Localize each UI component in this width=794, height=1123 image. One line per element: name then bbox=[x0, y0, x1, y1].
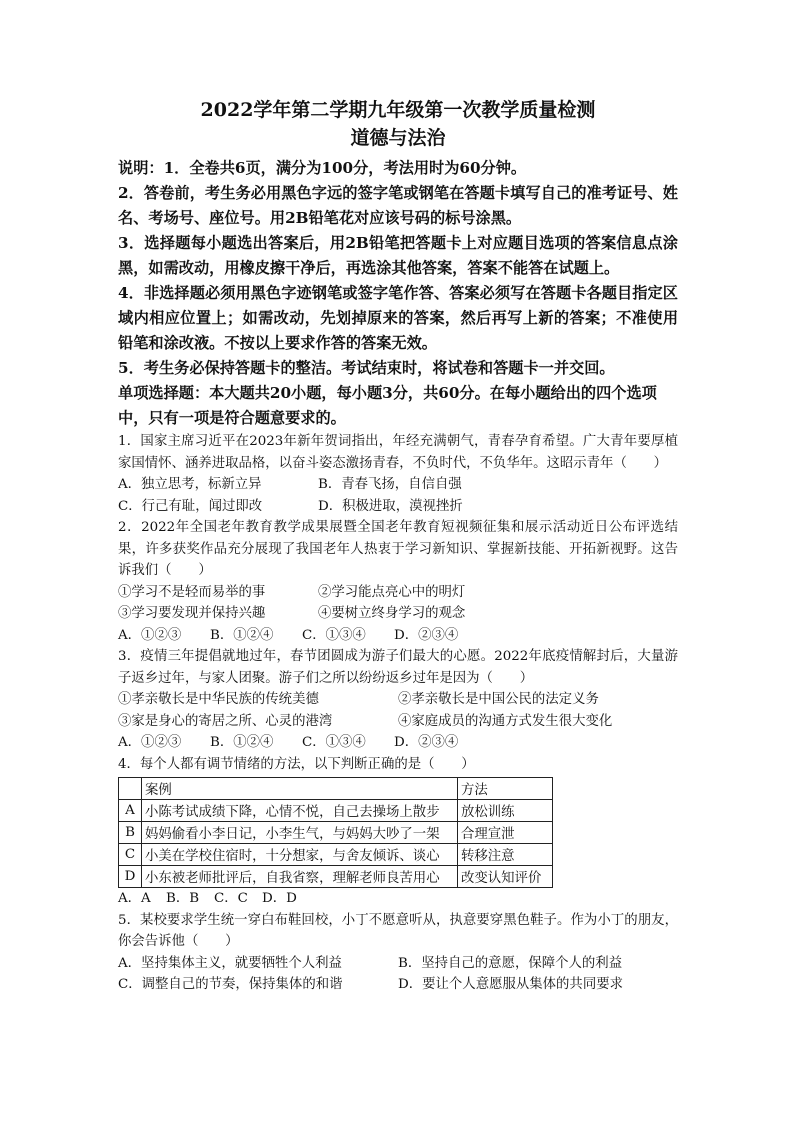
statement-row bbox=[118, 711, 678, 733]
statement-3: ③学习要发现并保持兴趣 bbox=[118, 606, 266, 621]
table-cell-method: 合理宣泄 bbox=[458, 822, 553, 844]
table-cell-method: 转移注意 bbox=[458, 844, 553, 866]
instructions bbox=[118, 156, 678, 381]
question-1 bbox=[118, 431, 678, 517]
option-c: C．C bbox=[214, 891, 248, 906]
statement-row bbox=[118, 582, 678, 604]
table-row bbox=[119, 866, 553, 888]
exam-page bbox=[118, 98, 678, 996]
table-row bbox=[119, 800, 553, 822]
option-d: D．积极进取，漠视挫折 bbox=[318, 498, 463, 514]
option-row bbox=[118, 974, 678, 996]
statement-2: ②孝亲敬长是中国公民的法定义务 bbox=[398, 692, 599, 707]
option-a: A．①②③ bbox=[118, 627, 182, 643]
option-c: C．调整自己的节奏，保持集体的和谐 bbox=[118, 977, 343, 992]
table-header-cell: 方法 bbox=[458, 778, 553, 800]
question-stem: 5．某校要求学生统一穿白布鞋回校，小丁不愿意听从，执意要穿黑色鞋子。作为小丁的朋友，你会告诉他（ ） bbox=[118, 912, 678, 949]
option-row bbox=[118, 888, 678, 910]
table-row bbox=[119, 844, 553, 866]
option-b: B．坚持自己的意愿，保障个人的利益 bbox=[398, 955, 623, 971]
option-a: A．A bbox=[118, 891, 151, 906]
table-cell-key: A bbox=[119, 800, 142, 822]
instruction-2: 2．答卷前，考生务必用黑色字远的签字笔或钢笔在答题卡填写自己的准考证号、姓名、考场号、座位号。用2B铅笔花对应该号码的标号涂黑。 bbox=[118, 184, 678, 227]
statement-2: ②学习能点亮心中的明灯 bbox=[318, 584, 466, 600]
instruction-3: 3．选择题每小题选出答案后，用2B铅笔把答题卡上对应题目选项的答案信息点涂黑，如需改动，用橡皮擦干净后，再选涂其他答案，答案不能答在试题上。 bbox=[118, 234, 678, 277]
table-cell-key: D bbox=[119, 866, 142, 888]
option-row bbox=[118, 732, 678, 754]
table-cell-case: 小美在学校住宿时，十分想家，与舍友倾诉、谈心 bbox=[142, 844, 458, 866]
statement-1: ①孝亲敬长是中华民族的传统美德 bbox=[118, 692, 319, 707]
option-d: D．②③④ bbox=[394, 735, 459, 750]
statement-4: ④要树立终身学习的观念 bbox=[318, 606, 466, 621]
instruction-1: 说明：1．全卷共6页，满分为100分，考法用时为60分钟。 bbox=[118, 159, 527, 177]
statement-3: ③家是身心的寄居之所、心灵的港湾 bbox=[118, 713, 333, 729]
option-b: B．①②④ bbox=[210, 735, 274, 750]
option-b: B．B bbox=[166, 891, 200, 906]
table-cell-key: B bbox=[119, 822, 142, 844]
option-a: A．独立思考，标新立异 bbox=[118, 477, 262, 492]
statement-row bbox=[118, 603, 678, 625]
question-3 bbox=[118, 646, 678, 754]
option-d: D．要让个人意愿服从集体的共同要求 bbox=[398, 977, 623, 992]
option-a: A．坚持集体主义，就要牺牲个人利益 bbox=[118, 955, 342, 971]
table-header-cell: 案例 bbox=[142, 778, 458, 800]
table-cell-method: 放松训练 bbox=[458, 800, 553, 822]
option-row bbox=[118, 953, 678, 975]
table-cell-key: C bbox=[119, 844, 142, 866]
option-d: D．②③④ bbox=[394, 627, 459, 643]
case-method-table bbox=[118, 777, 553, 888]
instruction-4: 4．非选择题必须用黑色字迹钢笔或签字笔作答、答案必须写在答题卡各题目指定区域内相应位置上；如需改动，先划掉原来的答案，然后再写上新的答案；不准使用铅笔和涂改液。不按以上要求作答的答案无效。 bbox=[118, 284, 678, 352]
question-5 bbox=[118, 910, 678, 996]
table-header-row bbox=[119, 778, 553, 800]
option-b: B．①②④ bbox=[210, 627, 274, 643]
section-heading: 单项选择题：本大题共20小题，每小题3分，共60分。在每小题给出的四个选项中，只有一项是符合题意要求的。 bbox=[118, 384, 657, 427]
exam-subject: 道德与法治 bbox=[350, 127, 446, 149]
option-c: C．①③④ bbox=[302, 627, 366, 643]
option-a: A．①②③ bbox=[118, 735, 182, 750]
option-c: C．①③④ bbox=[302, 735, 366, 750]
table-cell-method: 改变认知评价 bbox=[458, 866, 553, 888]
question-2 bbox=[118, 517, 678, 646]
question-stem: 4．每个人都有调节情绪的方法，以下判断正确的是（ ） bbox=[118, 756, 475, 772]
option-d: D．D bbox=[262, 891, 297, 906]
option-row bbox=[118, 625, 678, 647]
table-cell-case: 小东被老师批评后，自我省察，理解老师良苦用心 bbox=[142, 866, 458, 888]
table-header-cell bbox=[119, 778, 142, 800]
statement-1: ①学习不是轻而易举的事 bbox=[118, 584, 266, 600]
statement-row bbox=[118, 689, 678, 711]
exam-title: 2022学年第二学期九年级第一次教学质量检测 bbox=[200, 99, 596, 121]
option-c: C．行己有耻，闻过即改 bbox=[118, 498, 263, 514]
question-stem: 3．疫情三年提倡就地过年，春节团圆成为游子们最大的心愿。2022年底疫情解封后，大量游子返乡过年，与家人团聚。游子们之所以纷纷返乡过年是因为（ ） bbox=[118, 649, 678, 686]
statement-4: ④家庭成员的沟通方式发生很大变化 bbox=[398, 713, 613, 729]
question-stem: 1．国家主席习近平在2023年新年贺词指出，年经充满朝气，青春孕育希望。广大青年要厚植家国情怀、涵养进取品格，以奋斗姿态激扬青春，不负时代，不负华年。这昭示青年（ ） bbox=[118, 434, 678, 471]
question-stem: 2．2022年全国老年教育教学成果展暨全国老年教育短视频征集和展示活动近日公布评选结果，许多获奖作品充分展现了我国老年人热衷于学习新知识、掌握新技能、开拓新视野。这告诉我们（ ） bbox=[118, 520, 678, 578]
table-cell-case: 小陈考试成绩下降，心情不悦，自己去操场上散步 bbox=[142, 800, 458, 822]
option-b: B．青春飞扬，自信自强 bbox=[318, 477, 462, 492]
instruction-5: 5．考生务必保持答题卡的整洁。考试结束时，将试卷和答题卡一并交回。 bbox=[118, 359, 615, 377]
option-row bbox=[118, 474, 678, 496]
question-4 bbox=[118, 754, 678, 910]
option-row bbox=[118, 496, 678, 518]
table-cell-case: 妈妈偷看小李日记，小李生气，与妈妈大吵了一架 bbox=[142, 822, 458, 844]
table-row bbox=[119, 822, 553, 844]
